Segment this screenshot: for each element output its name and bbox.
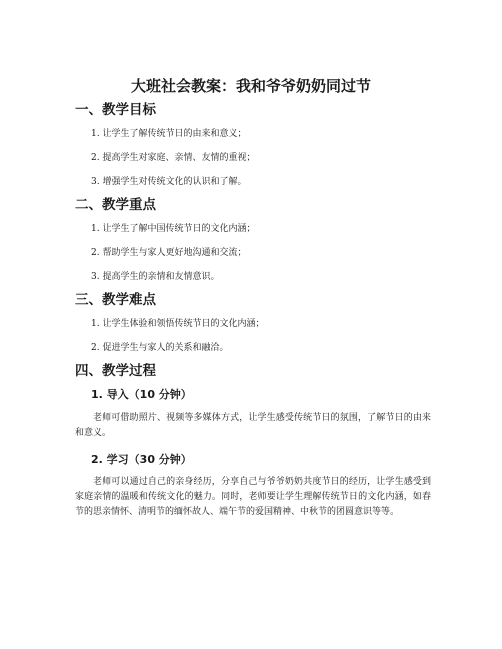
section-heading-key-points: 二、教学重点 <box>75 197 156 213</box>
step-paragraph-learning: 老师可以通过自己的亲身经历，分享自己与爷爷奶奶共度节日的经历，让学生感受到家庭亲情的温暖和传统文化的魅力。同时，老师要让学生理解传统节日的文化内涵，如春节的思亲情怀、清明节的缅怀故人、端午节的爱国精神、中秋节的团圆意识等等。 <box>75 477 431 517</box>
section-heading-process: 四、教学过程 <box>75 363 156 379</box>
list-item: 3. 增强学生对传统文化的认识和了解。 <box>91 177 247 187</box>
document-title: 大班社会教案：我和爷爷奶奶同过节 <box>130 77 371 95</box>
section-heading-difficulties: 三、教学难点 <box>75 292 156 308</box>
step-paragraph-intro: 老师可借助照片、视频等多媒体方式，让学生感受传统节日的氛围，了解节日的由来和意义。 <box>75 413 431 438</box>
list-item: 1. 让学生了解中国传统节日的文化内涵； <box>91 224 256 234</box>
list-item: 1. 让学生了解传统节日的由来和意义； <box>91 129 247 139</box>
list-item: 2. 促进学生与家人的关系和融洽。 <box>91 343 229 353</box>
list-item: 1. 让学生体验和领悟传统节日的文化内涵； <box>91 319 265 329</box>
list-item: 2. 帮助学生与家人更好地沟通和交流； <box>91 248 247 258</box>
step-heading-intro: 1. 导入（10 分钟） <box>91 388 192 401</box>
section-heading-objectives: 一、教学目标 <box>75 102 156 118</box>
step-heading-learning: 2. 学习（30 分钟） <box>91 453 192 466</box>
list-item: 3. 提高学生的亲情和友情意识。 <box>91 272 220 282</box>
list-item: 2. 提高学生对家庭、亲情、友情的重视； <box>91 153 256 163</box>
